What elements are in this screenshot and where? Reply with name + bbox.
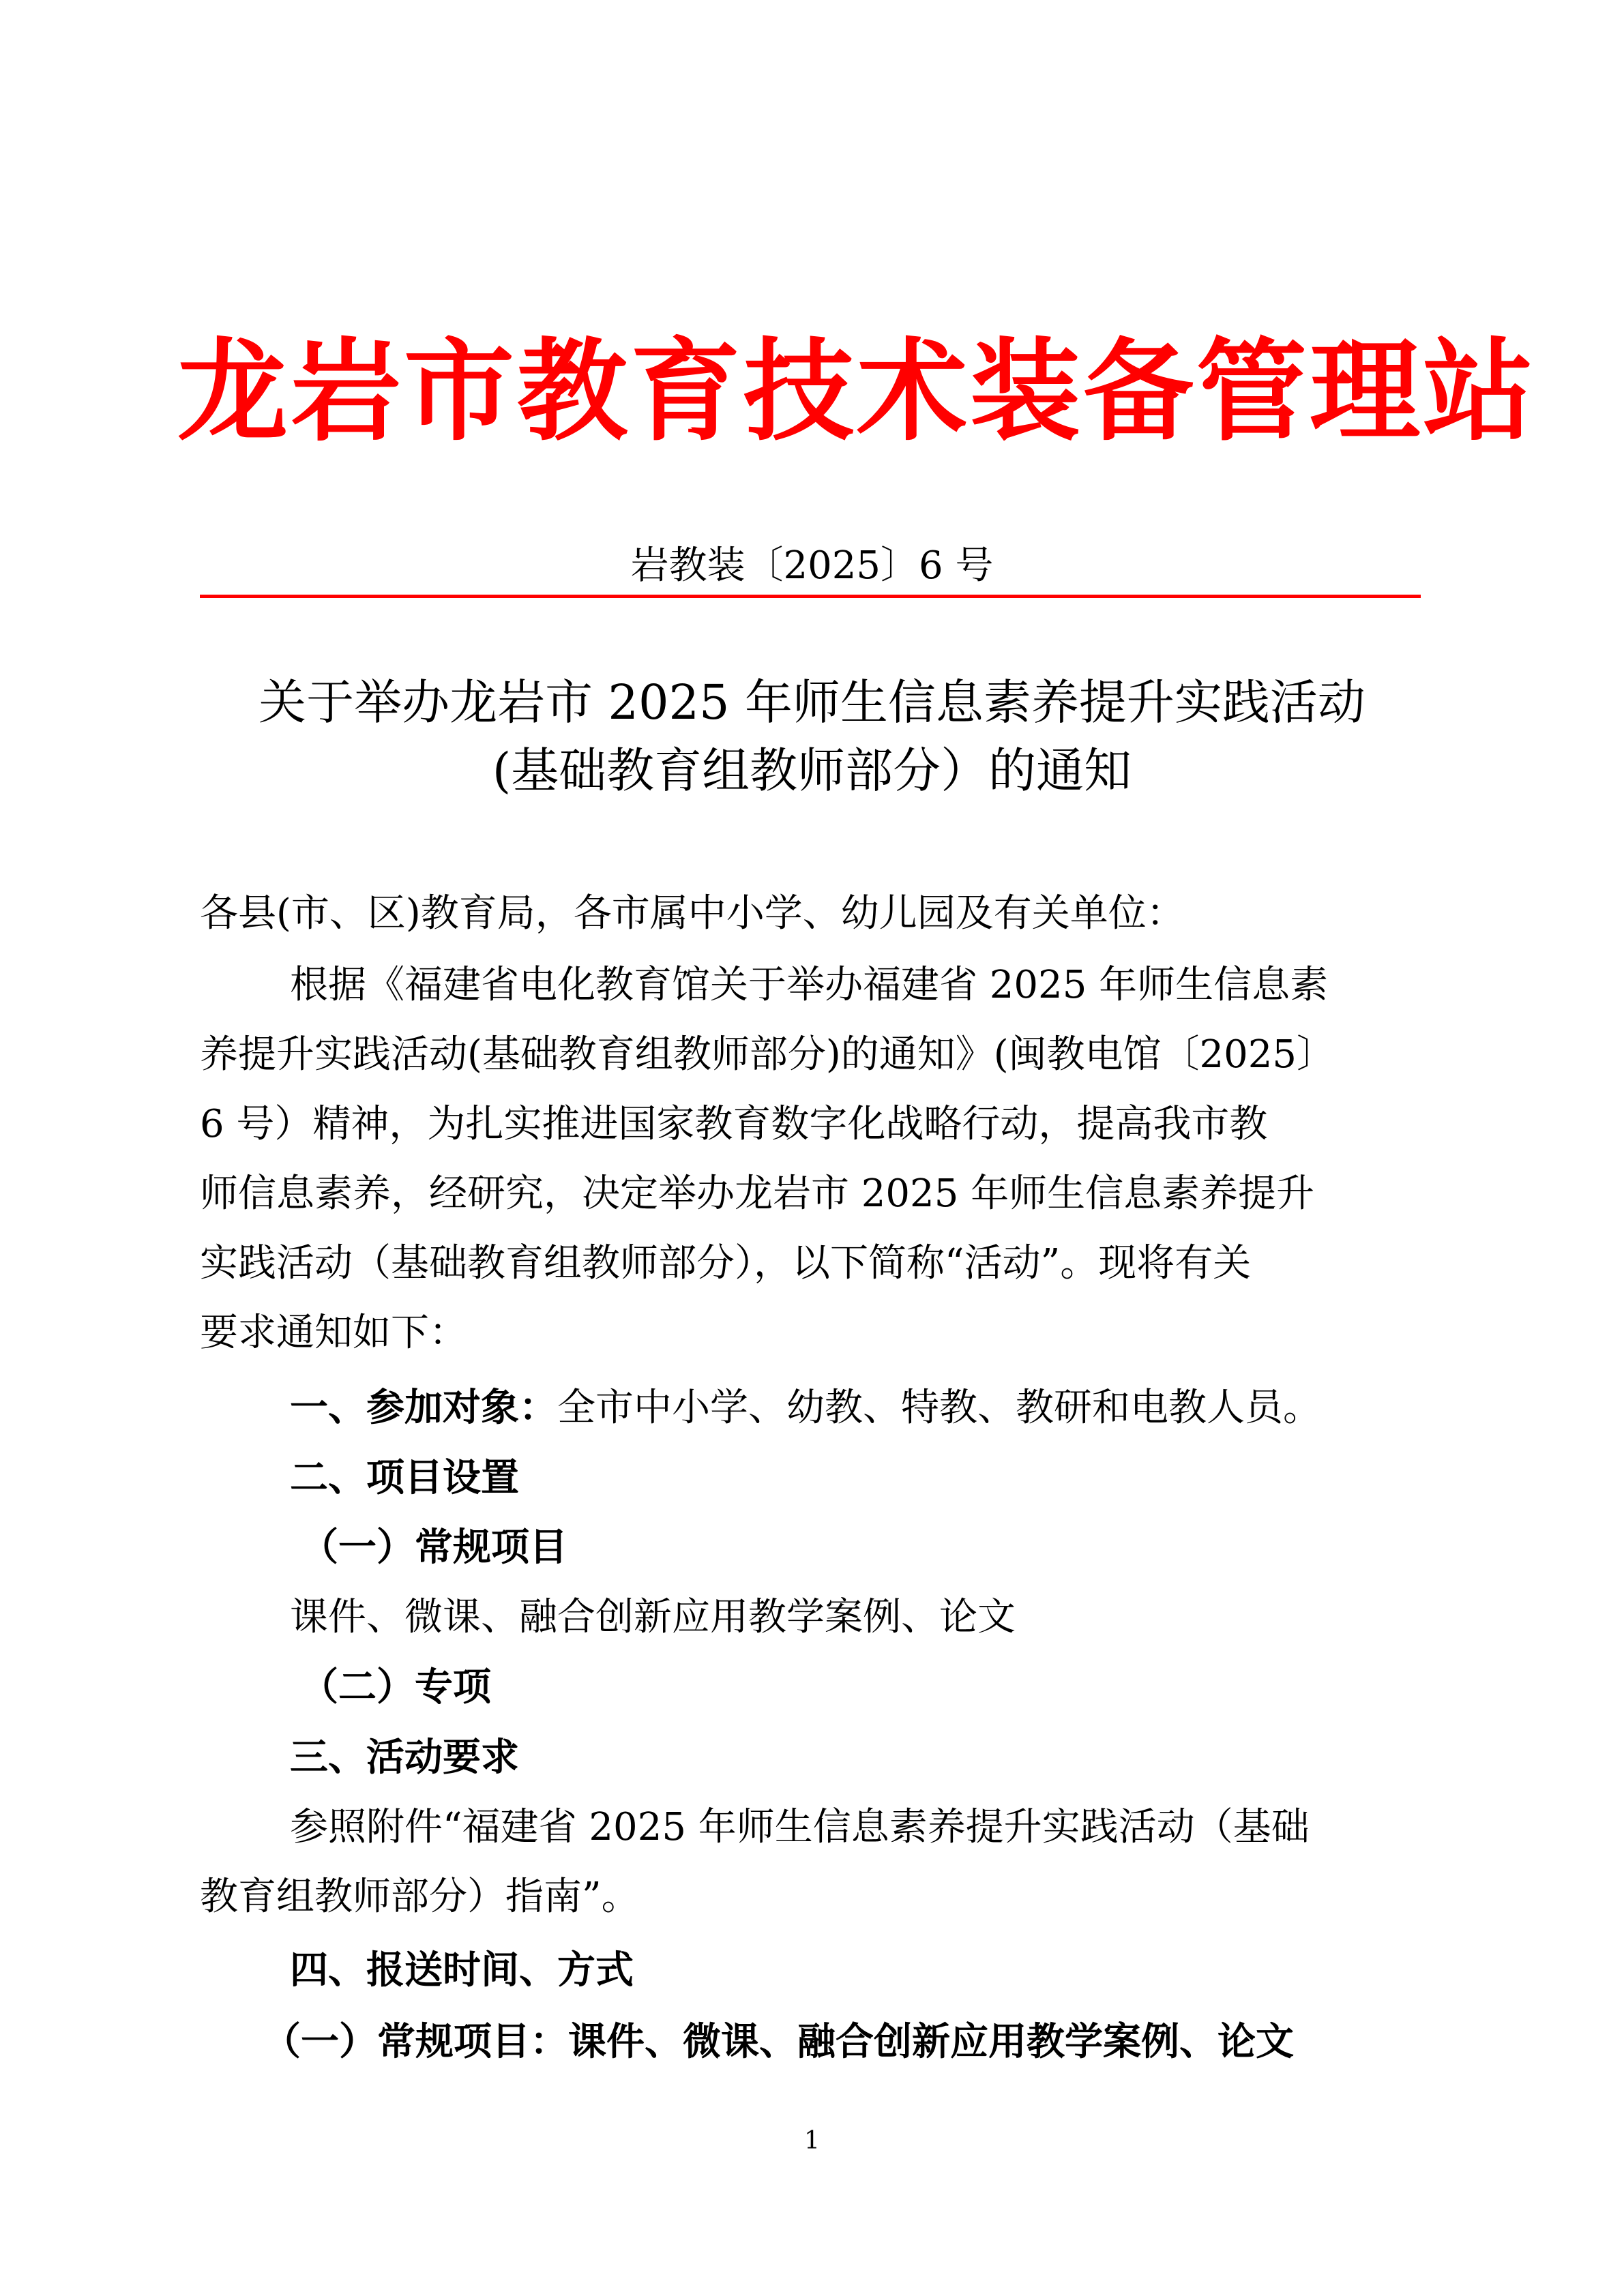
section-2-item-list: 课件、微课、融合创新应用教学案例、论文 [290,1595,1016,1639]
section-1 [290,1384,1321,1432]
section-4-heading: 四、报送时间、方式 [290,1948,634,1993]
intro-line: 养提升实践活动(基础教育组教师部分)的通知》(闽教电馆〔2025〕 [200,1032,1335,1077]
intro-line: 根据《福建省电化教育馆关于举办福建省 2025 年师生信息素 [290,963,1329,1007]
page-number: 1 [804,2127,820,2155]
section-3-line: 参照附件“福建省 2025 年师生信息素养提升实践活动（基础 [290,1805,1310,1849]
section-3-heading: 三、活动要求 [290,1735,519,1780]
notice-title-line-2: (基础教育组教师部分）的通知 [492,743,1132,799]
document-number: 岩教装〔2025〕6 号 [630,543,994,588]
salutation: 各县(市、区)教育局，各市属中小学、幼儿园及有关单位： [200,891,1185,936]
section-2-heading: 二、项目设置 [290,1456,519,1500]
org-title: 龙岩市教育技术装备管理站 [177,328,1536,456]
section-1-label: 一、参加对象： [290,1386,557,1430]
section-3-line: 教育组教师部分）指南”。 [200,1875,640,1919]
intro-line: 要求通知如下： [200,1311,467,1355]
intro-line: 6 号）精神，为扎实推进国家教育数字化战略行动，提高我市教 [200,1102,1268,1146]
red-divider [200,595,1421,598]
section-2-subheading-2: （二）专项 [300,1665,491,1710]
section-2-subheading-1: （一）常规项目 [300,1525,567,1570]
section-1-text: 全市中小学、幼教、特教、教研和电教人员。 [557,1386,1321,1430]
notice-title-line-1: 关于举办龙岩市 2025 年师生信息素养提升实践活动 [259,674,1365,730]
intro-line: 实践活动（基础教育组教师部分），以下简称“活动”。现将有关 [200,1241,1252,1285]
intro-line: 师信息素养，经研究，决定举办龙岩市 2025 年师生信息素养提升 [200,1172,1315,1216]
section-4-subheading-1: （一）常规项目：课件、微课、融合创新应用教学案例、论文 [263,2020,1294,2064]
